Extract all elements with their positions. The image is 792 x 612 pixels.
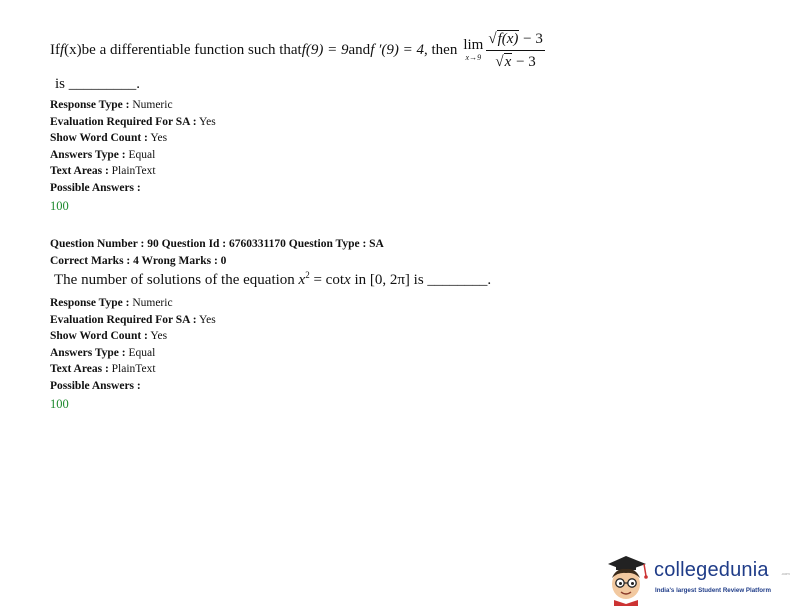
evaluation-label: Evaluation Required For SA : — [50, 115, 197, 128]
stem-f: f — [60, 41, 65, 58]
text-areas-value: PlainText — [108, 165, 156, 177]
stem-condition-2: f ′(9) = 4 — [370, 41, 424, 58]
possible-answers-row — [50, 378, 216, 395]
answers-type-value: Equal — [125, 346, 156, 359]
response-type-value: Numeric — [129, 99, 173, 111]
text-areas-value: PlainText — [108, 363, 156, 375]
word-count-label: Show Word Count : — [50, 330, 148, 342]
text-areas-row — [50, 163, 216, 180]
response-type-row — [50, 97, 216, 114]
text-areas-label: Text Areas : — [50, 165, 109, 177]
possible-answers-label: Possible Answers : — [50, 181, 141, 194]
numerator-radicand: f(x) — [497, 31, 519, 47]
evaluation-row — [50, 114, 216, 131]
possible-answer-value: 100 — [50, 397, 69, 411]
question-90-meta — [50, 295, 216, 413]
response-type-label: Response Type : — [50, 297, 130, 309]
possible-answers-row — [50, 180, 216, 197]
text-areas-label: Text Areas : — [50, 363, 109, 375]
answers-type-label: Answers Type : — [50, 346, 126, 359]
question-info-line: Question Number : 90 Question Id : 6760331170 Question Type : SA — [50, 238, 384, 250]
student-mascot-icon — [604, 550, 650, 606]
stem-text-be: be a differentiable function such that — [81, 41, 302, 58]
response-type-value: Numeric — [129, 297, 173, 309]
evaluation-value: Yes — [196, 313, 216, 326]
evaluation-label: Evaluation Required For SA : — [50, 313, 197, 326]
answers-type-row — [50, 147, 216, 164]
stem-var-x2: x — [344, 272, 351, 288]
possible-answer-value: 100 — [50, 199, 69, 213]
evaluation-value: Yes — [196, 115, 216, 128]
evaluation-row — [50, 312, 216, 329]
stem-text-then: , then — [424, 41, 458, 58]
question-89-blank-line: is _________. — [55, 76, 141, 92]
stem-text-before: The number of solutions of the equation — [54, 272, 299, 288]
answers-type-label: Answers Type : — [50, 148, 126, 161]
sqrt-icon: √ — [495, 53, 504, 70]
denominator-radicand: x — [504, 53, 512, 70]
response-type-label: Response Type : — [50, 99, 130, 111]
question-90-header — [50, 236, 384, 269]
word-count-row — [50, 130, 216, 147]
limit-fraction — [486, 30, 545, 70]
stem-text-and: and — [348, 41, 371, 58]
stem-x-paren: (x) — [64, 41, 82, 58]
word-count-row — [50, 328, 216, 345]
answers-type-row — [50, 345, 216, 362]
collegedunia-logo — [604, 548, 788, 608]
possible-answers-label: Possible Answers : — [50, 379, 141, 392]
brand-name: collegedunia — [654, 559, 769, 581]
brand-tagline: India's largest Student Review Platform — [655, 587, 771, 594]
limit-word: lim — [463, 37, 484, 53]
stem-eq-cot: = cot — [309, 272, 345, 288]
text-areas-row — [50, 361, 216, 378]
answers-type-value: Equal — [125, 148, 156, 161]
brand-dotcom: .com — [781, 571, 790, 576]
word-count-label: Show Word Count : — [50, 132, 148, 144]
sqrt-icon: √ — [488, 31, 497, 47]
question-89-meta — [50, 97, 216, 215]
numerator-rest: − 3 — [519, 31, 543, 47]
question-89-stem — [50, 30, 545, 70]
marks-line: Correct Marks : 4 Wrong Marks : 0 — [50, 254, 227, 267]
stem-exponent: 2 — [305, 270, 310, 280]
stem-condition-1: f(9) = 9 — [301, 41, 349, 58]
limit-subscript: x→9 — [465, 53, 482, 62]
fraction-denominator — [495, 51, 535, 71]
stem-interval: in [0, 2π] is ________. — [350, 272, 492, 288]
denominator-sqrt — [495, 53, 512, 71]
question-90-stem — [54, 270, 491, 289]
word-count-value: Yes — [147, 330, 168, 342]
stem-var-x: x — [298, 272, 306, 288]
word-count-value: Yes — [147, 132, 168, 144]
response-type-row — [50, 295, 216, 312]
numerator-sqrt — [488, 30, 519, 48]
denominator-rest: − 3 — [512, 53, 536, 70]
fraction-numerator — [486, 30, 545, 51]
limit-operator — [463, 38, 483, 62]
stem-text-if: If — [50, 41, 60, 58]
